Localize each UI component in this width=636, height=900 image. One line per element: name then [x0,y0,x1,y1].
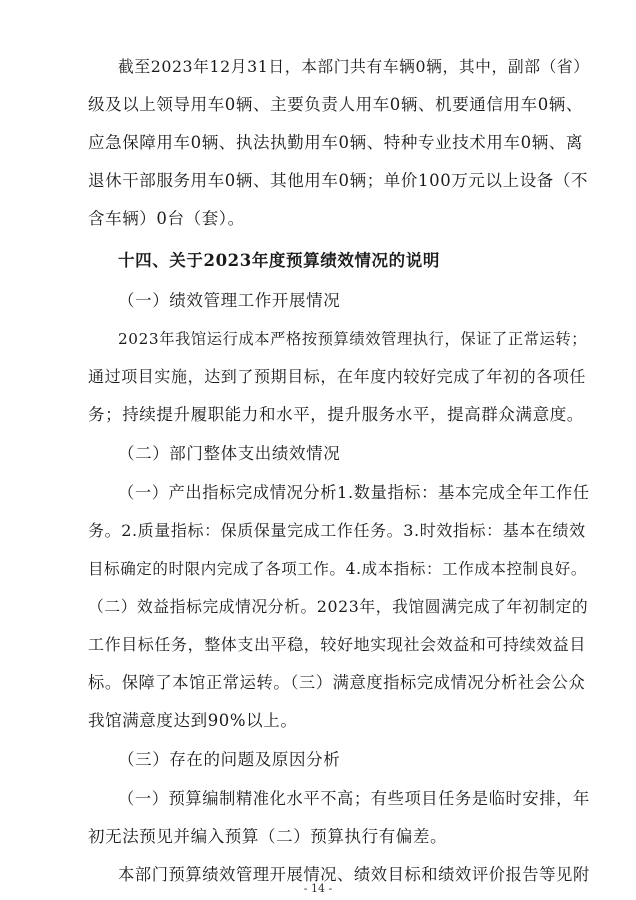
body-text-line: 截至2023年12月31日，本部门共有车辆0辆，其中，副部（省） [118,57,590,76]
body-text-line: 退休干部服务用车0辆、其他用车0辆；单价100万元以上设备（不 [88,171,589,190]
body-text-line: 务；持续提升履职能力和水平，提升服务水平，提高群众满意度。 [88,405,584,424]
body-text-line: 务。2.质量指标：保质保量完成工作任务。3.时效指标：基本在绩效 [88,521,586,540]
body-text-line: （二）效益指标完成情况分析。2023年，我馆圆满完成了年初制定的 [88,597,589,616]
body-text-line: 初无法预见并编入预算（二）预算执行有偏差。 [88,827,448,846]
body-text-line: 含车辆）0台（套）。 [88,209,245,228]
subsection-heading: （二）部门整体支出绩效情况 [118,444,341,463]
body-text-line: 工作目标任务，整体支出平稳，较好地实现社会效益和可持续效益目 [88,635,587,654]
body-text-line: 级及以上领导用车0辆、主要负责人用车0辆、机要通信用车0辆、 [88,95,583,114]
subsection-heading: （三）存在的问题及原因分析 [118,750,341,769]
subsection-heading: （一）绩效管理工作开展情况 [118,291,341,310]
body-text-line: 目标确定的时限内完成了各项工作。4.成本指标：工作成本控制良好。 [88,560,587,578]
body-text-line: 标。保障了本馆正常运转。（三）满意度指标完成情况分析社会公众 [88,673,586,692]
body-text-line: 通过项目实施，达到了预期目标，在年度内较好完成了年初的各项任 [88,367,587,386]
body-text-line: 本部门预算绩效管理开展情况、绩效目标和绩效评价报告等见附 [118,865,590,884]
body-text-line: 我馆满意度达到90%以上。 [88,711,298,730]
body-text-line: 2023年我馆运行成本严格按预算绩效管理执行，保证了正常运转； [118,330,588,348]
body-text-line: （一）预算编制精准化水平不高；有些项目任务是临时安排，年 [118,789,590,808]
body-text-line: （一）产出指标完成情况分析1.数量指标：基本完成全年工作任 [118,483,590,502]
page-number: - 14 - [303,882,333,895]
body-text-line: 应急保障用车0辆、执法执勤用车0辆、特种专业技术用车0辆、离 [88,133,583,152]
section-heading: 十四、关于2023年度预算绩效情况的说明 [118,251,440,270]
